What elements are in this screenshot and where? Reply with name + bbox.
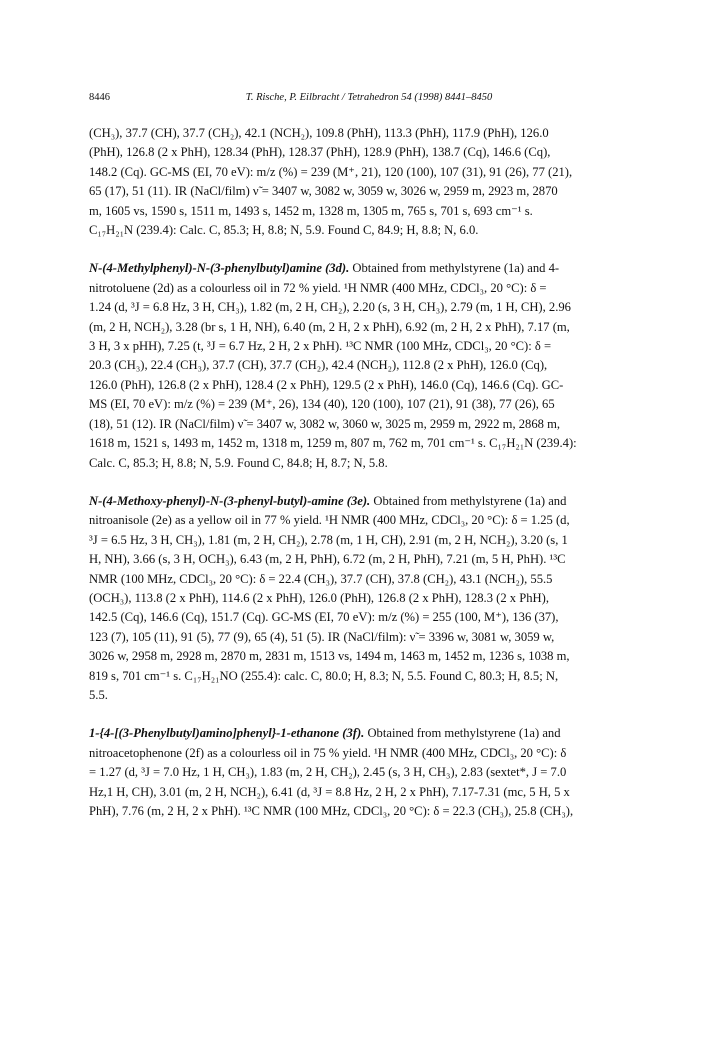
text-line: 123 (7), 105 (11), 91 (5), 77 (9), 65 (4), 51 (5). IR (NaCl/film): ν̃ = 3396 w, 3081 w, 3059 w,	[89, 629, 555, 644]
paragraph-compound-3f	[89, 724, 649, 821]
paragraph-compound-3e	[89, 492, 649, 705]
text-line: 3 H, 3 x pHH), 7.25 (t, ³J = 6.7 Hz, 2 H, 2 x PhH). ¹³C NMR (100 MHz, CDCl₃, 20 °C): δ =	[89, 339, 552, 354]
text-line: m, 1605 vs, 1590 s, 1511 m, 1493 s, 1452 m, 1328 m, 1305 m, 765 s, 701 s, 693 cm⁻¹ s.	[89, 203, 533, 218]
text-line: (m, 2 H, NCH₂), 3.28 (br s, 1 H, NH), 6.40 (m, 2 H, 2 x PhH), 6.92 (m, 2 H, 2 x PhH), 7.17 (m,	[89, 319, 570, 334]
text-line: NMR (100 MHz, CDCl₃, 20 °C): δ = 22.4 (CH₃), 37.7 (CH), 37.8 (CH₂), 43.1 (NCH₂), 55.5	[89, 571, 553, 586]
text-line: 65 (17), 51 (11). IR (NaCl/film) ν̃ = 3407 w, 3082 w, 3059 w, 3026 w, 2959 m, 2923 m, 2870	[89, 184, 558, 199]
text-line: 20.3 (CH₃), 22.4 (CH₃), 37.7 (CH), 37.7 (CH₂), 42.4 (NCH₂), 112.8 (2 x PhH), 126.0 (Cq),	[89, 358, 548, 373]
page-header	[89, 92, 649, 108]
text-line: 3026 w, 2958 m, 2928 m, 2870 m, 2831 m, 1513 vs, 1494 m, 1463 m, 1452 m, 1236 s, 1038 m,	[89, 649, 570, 664]
text-line: 142.5 (Cq), 146.6 (Cq), 151.7 (Cq). GC-MS (EI, 70 eV): m/z (%) = 255 (100, M⁺), 136 (37),	[89, 610, 559, 625]
compound-title: N-(4-Methylphenyl)-N-(3-phenylbutyl)amine (3d).	[89, 261, 350, 276]
text-line	[89, 259, 649, 278]
text-line: 148.2 (Cq). GC-MS (EI, 70 eV): m/z (%) = 239 (M⁺, 21), 120 (100), 107 (31), 91 (26), 77 (21),	[89, 164, 573, 179]
text-line: (OCH₃), 113.8 (2 x PhH), 114.6 (2 x PhH), 126.0 (PhH), 126.8 (2 x PhH), 128.3 (2 x PhH),	[89, 590, 549, 605]
text-line: nitroacetophenone (2f) as a colourless oil in 75 % yield. ¹H NMR (400 MHz, CDCl₃, 20 °C): δ	[89, 745, 567, 760]
text-line: C₁₇H₂₁N (239.4): Calc. C, 85.3; H, 8.8; N, 5.9. Found C, 84.9; H, 8.8; N, 6.0.	[89, 223, 479, 238]
text-line: H, NH), 3.66 (s, 3 H, OCH₃), 6.43 (m, 2 H, PhH), 6.72 (m, 2 H, PhH), 7.21 (m, 5 H, PhH). ¹³C	[89, 552, 566, 567]
page-number: 8446	[89, 92, 110, 103]
compound-title: 1-{4-[(3-Phenylbutyl)amino]phenyl}-1-ethanone (3f).	[89, 726, 365, 741]
page-body	[89, 124, 649, 821]
text-span: Obtained from methylstyrene (1a) and	[370, 493, 567, 508]
text-line: Hz,1 H, CH), 3.01 (m, 2 H, NCH₂), 6.41 (d, ³J = 8.8 Hz, 2 H, 2 x PhH), 7.17-7.31 (mc, 5 H, 5 x	[89, 784, 570, 799]
text-line: PhH), 7.76 (m, 2 H, 2 x PhH). ¹³C NMR (100 MHz, CDCl₃, 20 °C): δ = 22.3 (CH₃), 25.8 (CH₃),	[89, 804, 574, 818]
paragraph-continued-data	[89, 124, 649, 240]
text-span: Obtained from methylstyrene (1a) and	[364, 726, 561, 741]
text-line: (CH₃), 37.7 (CH), 37.7 (CH₂), 42.1 (NCH₂), 109.8 (PhH), 113.3 (PhH), 117.9 (PhH), 126.0	[89, 126, 549, 140]
compound-title: N-(4-Methoxy-phenyl)-N-(3-phenyl-butyl)-amine (3e).	[89, 493, 371, 508]
text-line: nitroanisole (2e) as a yellow oil in 77 % yield. ¹H NMR (400 MHz, CDCl₃, 20 °C): δ = 1.25 (d,	[89, 513, 570, 528]
text-line	[89, 492, 649, 511]
text-line: ³J = 6.5 Hz, 3 H, CH₃), 1.81 (m, 2 H, CH₂), 2.78 (m, 1 H, CH), 2.91 (m, 2 H, NCH₂), 3.20 (s, 1	[89, 532, 568, 547]
text-line: Calc. C, 85.3; H, 8.8; N, 5.9. Found C, 84.8; H, 8.7; N, 5.8.	[89, 455, 388, 470]
paragraph-compound-3d	[89, 259, 649, 472]
text-line: (18), 51 (12). IR (NaCl/film) ν̃ = 3407 w, 3082 w, 3060 w, 3025 m, 2959 m, 2922 m, 2868 m,	[89, 416, 561, 431]
running-title: T. Rische, P. Eilbracht / Tetrahedron 54 (1998) 8441–8450	[245, 92, 493, 103]
text-line: 1.24 (d, ³J = 6.8 Hz, 3 H, CH₃), 1.82 (m, 2 H, CH₂), 2.20 (s, 3 H, CH₃), 2.79 (m, 1 H, CH), 2.96	[89, 300, 571, 315]
text-line: 819 s, 701 cm⁻¹ s. C₁₇H₂₁NO (255.4): calc. C, 80.0; H, 8.3; N, 5.5. Found C, 80.3; H, 8.5; N,	[89, 668, 559, 683]
text-span: Obtained from methylstyrene (1a) and 4-	[349, 261, 560, 276]
text-line: nitrotoluene (2d) as a colourless oil in 72 % yield. ¹H NMR (400 MHz, CDCl₃, 20 °C): δ =	[89, 280, 547, 295]
text-line: (PhH), 126.8 (2 x PhH), 128.34 (PhH), 128.37 (PhH), 128.9 (PhH), 138.7 (Cq), 146.6 (Cq),	[89, 145, 551, 160]
text-line: = 1.27 (d, ³J = 7.0 Hz, 1 H, CH₃), 1.83 (m, 2 H, CH₂), 2.45 (s, 3 H, CH₃), 2.83 (sextet*, J = 7.0	[89, 765, 567, 780]
text-line: 126.0 (PhH), 126.8 (2 x PhH), 128.4 (2 x PhH), 129.5 (2 x PhH), 146.0 (Cq), 146.6 (Cq). GC-	[89, 377, 564, 392]
text-line: 1618 m, 1521 s, 1493 m, 1452 m, 1318 m, 1259 m, 807 m, 762 m, 701 cm⁻¹ s. C₁₇H₂₁N (239.4):	[89, 436, 577, 451]
text-line	[89, 724, 649, 743]
text-line: 5.5.	[89, 687, 108, 702]
text-line: MS (EI, 70 eV): m/z (%) = 239 (M⁺, 26), 134 (40), 120 (100), 107 (21), 91 (38), 77 (26), 65	[89, 397, 555, 412]
